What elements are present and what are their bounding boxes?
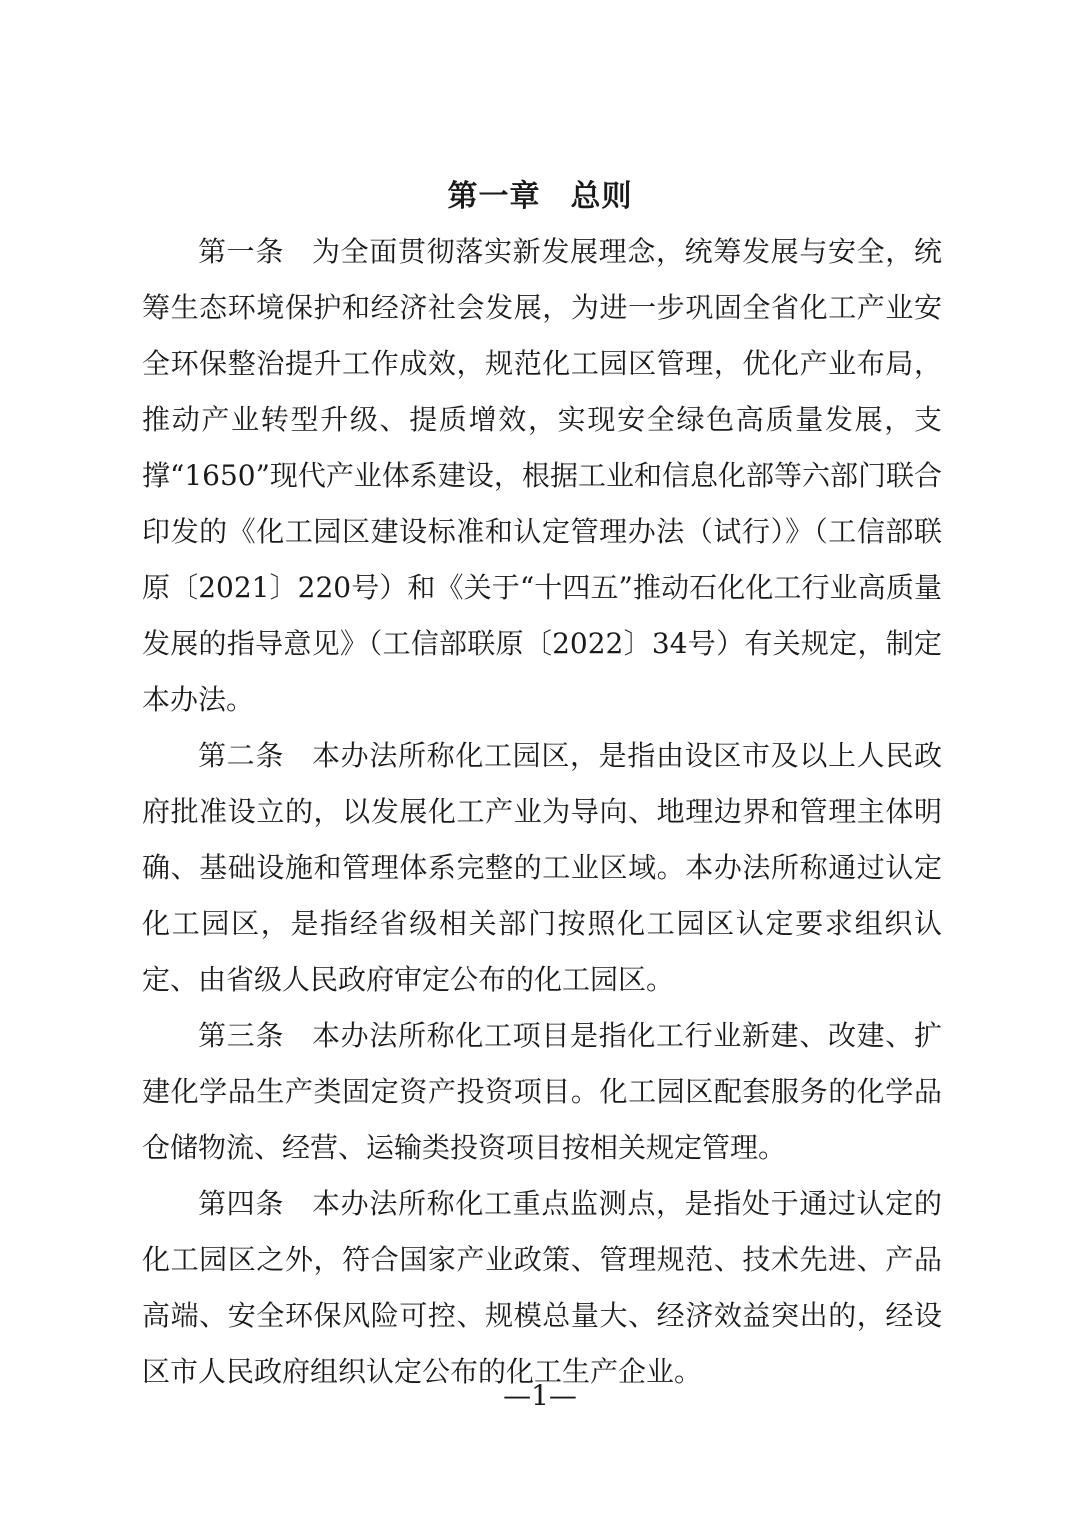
article-number: 第四条 bbox=[198, 1187, 284, 1220]
chapter-name: 总则 bbox=[570, 179, 633, 214]
article-text: 本办法所称化工项目是指化工行业新建、改建、扩建化学品生产类固定资产投资项目。化工园区配套服务的化学品仓储物流、经营、运输类投资项目按相关规定管理。 bbox=[142, 1019, 942, 1164]
article-number: 第一条 bbox=[198, 235, 284, 268]
article-3 bbox=[142, 1008, 942, 1176]
chapter-number: 第一章 bbox=[447, 179, 541, 214]
article-text: 为全面贯彻落实新发展理念，统筹发展与安全，统筹生态环境保护和经济社会发展，为进一步巩固全省化工产业安全环保整治提升工作成效，规范化工园区管理，优化产业布局，推动产业转型升级、提质增效，实现安全绿色高质量发展，支撑“1650”现代产业体系建设，根据工业和信息化部等六部门联合印发的《化工园区建设标准和认定管理办法（试行）》（工信部联原〔2021〕220号）和《关于“十四五”推动石化化工行业高质量发展的指导意见》（工信部联原〔2022〕34号）有关规定，制定本办法。 bbox=[142, 235, 942, 716]
article-1 bbox=[142, 224, 942, 728]
article-text: 本办法所称化工重点监测点，是指处于通过认定的化工园区之外，符合国家产业政策、管理规范、技术先进、产品高端、安全环保风险可控、规模总量大、经济效益突出的，经设区市人民政府组织认定公布的化工生产企业。 bbox=[142, 1187, 942, 1388]
chapter-title bbox=[0, 170, 1080, 224]
article-4 bbox=[142, 1176, 942, 1400]
article-text: 本办法所称化工园区，是指由设区市及以上人民政府批准设立的，以发展化工产业为导向、地理边界和管理主体明确、基础设施和管理体系完整的工业区域。本办法所称通过认定化工园区，是指经省级相关部门按照化工园区认定要求组织认定、由省级人民政府审定公布的化工园区。 bbox=[142, 739, 942, 996]
article-2 bbox=[142, 728, 942, 1008]
article-number: 第二条 bbox=[198, 739, 284, 772]
document-body bbox=[142, 224, 942, 1400]
article-number: 第三条 bbox=[198, 1019, 284, 1052]
page-number: —1— bbox=[503, 1379, 577, 1412]
